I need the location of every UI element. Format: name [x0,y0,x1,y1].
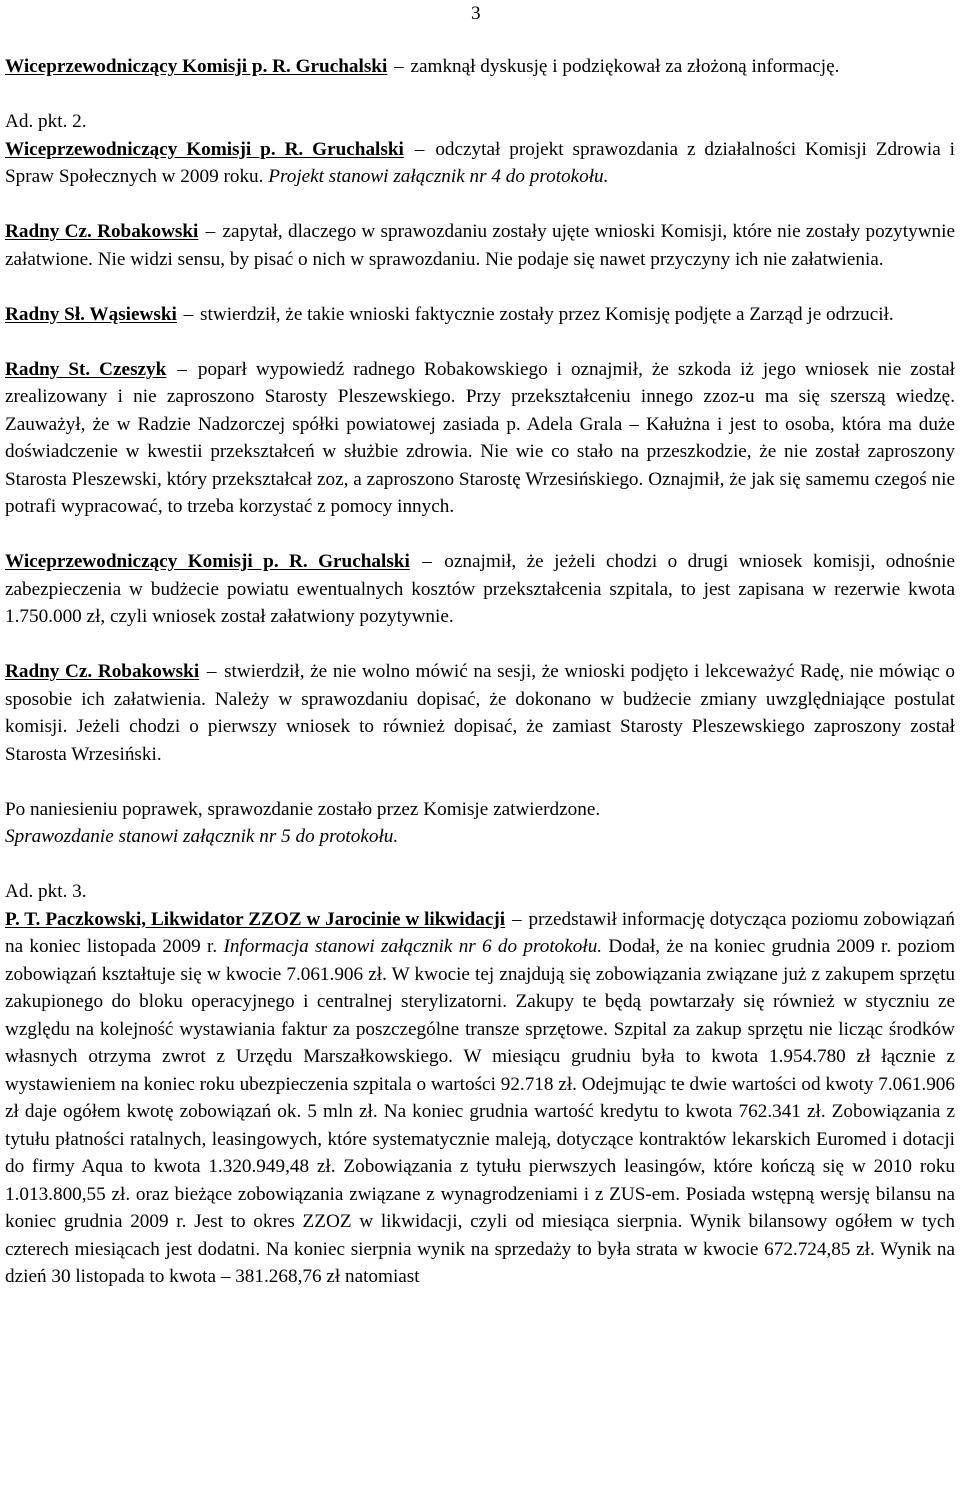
paragraph-6: Wiceprzewodniczący Komisji p. R. Gruchalski – oznajmił, że jeżeli chodzi o drugi wniosek komisji, odnośnie zabezpieczenia w budżecie powiatu ewentualnych kosztów przekształcenia szpitala, to jest zapisana w rezerwie kwota 1.750.000 zł, czyli wniosek został załatwiony pozytywnie. [5,551,956,627]
paragraph-text: poparł wypowiedź radnego Robakowskiego i oznajmił, że szkoda iż jego wniosek nie został zrealizowany i nie zaproszono Starosty Pleszewskiego. Przy przekształceniu innego zzoz-u ma się szerszą wiedzę. Zauważył, że w Radzie Nadzorczej spółki powiatowej zasiada p. Adela Grala – Kałużna i jest to osoba, która ma duże doświadczenie w kwestii przekształceń w służbie zdrowia. Nie wie co stało na przeszkodzie, że nie został zaproszony Starosta Pleszewski, który przekształcał zoz, a zaproszono Starostę Wrzesińskiego. Oznajmił, że jak się samemu czegoś nie potrafi wypracować, to trzeba korzystać z pomocy innych. [5,358,955,517]
paragraph-5: Radny St. Czeszyk – poparł wypowiedź radnego Robakowskiego i oznajmił, że szkoda iż jego wniosek nie został zrealizowany i nie zaproszono Starosty Pleszewskiego. Przy przekształceniu innego zzoz-u ma się szerszą wiedzę. Zauważył, że w Radzie Nadzorczej spółki powiatowej zasiada p. Adela Grala – Kałużna i jest to osoba, która ma duże doświadczenie w kwestii przekształceń w służbie zdrowia. Nie wie co stało na przeszkodzie, że nie został zaproszony Starosta Pleszewski, który przekształcał zoz, a zaproszono Starostę Wrzesińskiego. Oznajmił, że jak się samemu czegoś nie potrafi wypracować, to trzeba korzystać z pomocy innych. [5,358,955,517]
speaker-name: P. T. Paczkowski, Likwidator ZZOZ w Jarocinie w likwidacji [5,908,506,930]
document-body [5,53,955,1318]
paragraph-text: zapytał, dlaczego w sprawozdaniu zostały ujęte wnioski Komisji, które nie zostały pozytywnie załatwione. Nie widzi sensu, by pisać o nich w sprawozdaniu. Nie podaje się nawet przyczyny ich nie załatwienia. [5,221,956,270]
section-heading: Ad. pkt. 3. [5,881,87,902]
speaker-name: Wiceprzewodniczący Komisji p. R. Gruchalski [5,56,388,77]
paragraph-text-continued: Dodał, że na koniec grudnia 2009 r. poziom zobowiązań kształtuje się w kwocie 7.061.906 zł. W kwocie tej znajdują się zobowiązania związane już z zakupem sprzętu zakupionego do bloku operacyjnego i centralnej sterylizatorni. Zakupy te będą powtarzały się również w styczniu ze względu na kolejność wystawiania faktur za poszczególne transze sprzętowe. Szpital za zakup sprzętu nie licząc środków własnych otrzyma zwrot z Urzędu Marszałkowskiego. W miesiącu grudniu była to kwota 1.954.780 zł łącznie z wystawieniem na koniec roku ubezpieczenia szpitala o wartości 92.718 zł. Odejmując te dwie wartości od kwoty 7.061.906 zł daje ogółem kwotę zobowiązań ok. 5 mln zł. Na koniec grudnia wartość kredytu to kwota 762.341 zł. Zobowiązania z tytułu płatności ratalnych, leasingowych, które systematycznie maleją, dotyczące kontraktów lekarskich Euromed i dotacji do firmy Aqua to kwota 1.320.949,48 zł. Zobowiązania z tytułu pierwszych leasingów, które kończą się w 2010 roku 1.013.800,55 zł. oraz bieżące zobowiązania związane z wynagrodzeniami i z ZUS-em. Posiada wstępną wersję bilansu na koniec grudnia 2009 r. Jest to okres ZZOZ w likwidacji, czyli od miesiąca sierpnia. Wynik bilansowy ogółem w tych czterech miesiącach jest dodatni. Na koniec sierpnia wynik na sprzedaży to była strata w kwocie 672.724,85 zł. Wynik na dzień 30 listopada to kwota – 381.268,76 zł natomiast [5,936,956,1287]
paragraph-3: Radny Cz. Robakowski – zapytał, dlaczego w sprawozdaniu zostały ujęte wnioski Komisji, które nie zostały pozytywnie załatwione. Nie widzi sensu, by pisać o nich w sprawozdaniu. Nie podaje się nawet przyczyny ich nie załatwienia. [5,221,956,270]
attachment-note-text: Sprawozdanie stanowi załącznik nr 5 do protokołu. [5,826,399,847]
paragraph-text: przedstawił informację dotycząca poziomu zobowiązań na koniec listopada 2009 r. [5,908,956,957]
attachment-note: Informacja stanowi załącznik nr 6 do protokołu. [223,936,603,957]
paragraph-2: Wiceprzewodniczący Komisji p. R. Gruchalski – odczytał projekt sprawozdania z działalności Komisji Zdrowia i Spraw Społecznych w 2009 roku. Projekt stanowi załącznik nr 4 do protokołu. [5,138,956,187]
paragraph-text: stwierdził, że nie wolno mówić na sesji, że wnioski podjęto i lekceważyć Radę, nie mówiąc o sposobie ich załatwienia. Należy w sprawozdaniu dopisać, że dokonano w budżecie zmiany uwzględniające postulat komisji. Jeżeli chodzi o pierwszy wniosek to również dopisać, że zamiast Starosty Pleszewskiego zaproszony został Starosta Wrzesiński. [5,661,956,765]
page-number: 3 [471,3,481,24]
paragraph-text: zamknął dyskusję i podziękował za złożoną informację. [410,56,840,77]
speaker-name: Wiceprzewodniczący Komisji p. R. Gruchalski [5,138,404,160]
paragraph-text: stwierdził, że takie wnioski faktycznie zostały przez Komisję podjęte a Zarząd je odrzucił. [200,303,894,325]
speaker-name: Radny Cz. Robakowski [5,661,200,682]
paragraph-1: Wiceprzewodniczący Komisji p. R. Gruchalski – zamknął dyskusję i podziękował za złożoną informację. [5,56,840,77]
attachment-note [5,823,955,851]
speaker-name: Radny St. Czeszyk [5,358,167,380]
speaker-name: Wiceprzewodniczący Komisji p. R. Gruchalski [5,551,410,572]
speaker-name: Radny Sł. Wąsiewski [5,303,177,325]
paragraph-8: Po naniesieniu poprawek, sprawozdanie zostało przez Komisje zatwierdzone. [5,798,601,820]
paragraph-7: Radny Cz. Robakowski – stwierdził, że nie wolno mówić na sesji, że wnioski podjęto i lekceważyć Radę, nie mówiąc o sposobie ich załatwienia. Należy w sprawozdaniu dopisać, że dokonano w budżecie zmiany uwzględniające postulat komisji. Jeżeli chodzi o pierwszy wniosek to również dopisać, że zamiast Starosty Pleszewskiego zaproszony został Starosta Wrzesiński. [5,661,956,765]
paragraph-text: odczytał projekt sprawozdania z działalności Komisji Zdrowia i Spraw Społecznych w 2009 roku. [5,138,956,187]
paragraph-9: P. T. Paczkowski, Likwidator ZZOZ w Jarocinie w likwidacji – przedstawił informację dotycząca poziomu zobowiązań na koniec listopada 2009 r. Informacja stanowi załącznik nr 6 do protokołu. Dodał, że na koniec grudnia 2009 r. poziom zobowiązań kształtuje się w kwocie 7.061.906 zł. W kwocie tej znajdują się zobowiązania związane już z zakupem sprzętu zakupionego do bloku operacyjnego i centralnej sterylizatorni. Zakupy te będą powtarzały się również w styczniu ze względu na kolejność wystawiania faktur za poszczególne transze sprzętowe. Szpital za zakup sprzętu nie licząc środków własnych otrzyma zwrot z Urzędu Marszałkowskiego. W miesiącu grudniu była to kwota 1.954.780 zł łącznie z wystawieniem na koniec roku ubezpieczenia szpitala o wartości 92.718 zł. Odejmując te dwie wartości od kwoty 7.061.906 zł daje ogółem kwotę zobowiązań ok. 5 mln zł. Na koniec grudnia wartość kredytu to kwota 762.341 zł. Zobowiązania z tytułu płatności ratalnych, leasingowych, które systematycznie maleją, dotyczące kontraktów lekarskich Euromed i dotacji do firmy Aqua to kwota 1.320.949,48 zł. Zobowiązania z tytułu pierwszych leasingów, które kończą się w 2010 roku 1.013.800,55 zł. oraz bieżące zobowiązania związane z wynagrodzeniami i z ZUS-em. Posiada wstępną wersję bilansu na koniec grudnia 2009 r. Jest to okres ZZOZ w likwidacji, czyli od miesiąca sierpnia. Wynik bilansowy ogółem w tych czterech miesiącach jest dodatni. Na koniec sierpnia wynik na sprzedaży to była strata w kwocie 672.724,85 zł. Wynik na dzień 30 listopada to kwota – 381.268,76 zł natomiast [5,908,956,1287]
speaker-name: Radny Cz. Robakowski [5,221,199,242]
paragraph-4: Radny Sł. Wąsiewski – stwierdził, że takie wnioski faktycznie zostały przez Komisję podjęte a Zarząd je odrzucił. [5,303,894,325]
section-heading: Ad. pkt. 2. [5,111,87,132]
attachment-note: Projekt stanowi załącznik nr 4 do protokołu. [268,166,609,187]
paragraph-text: oznajmił, że jeżeli chodzi o drugi wniosek komisji, odnośnie zabezpieczenia w budżecie powiatu ewentualnych kosztów przekształcenia szpitala, to jest zapisana w rezerwie kwota 1.750.000 zł, czyli wniosek został załatwiony pozytywnie. [5,551,956,627]
